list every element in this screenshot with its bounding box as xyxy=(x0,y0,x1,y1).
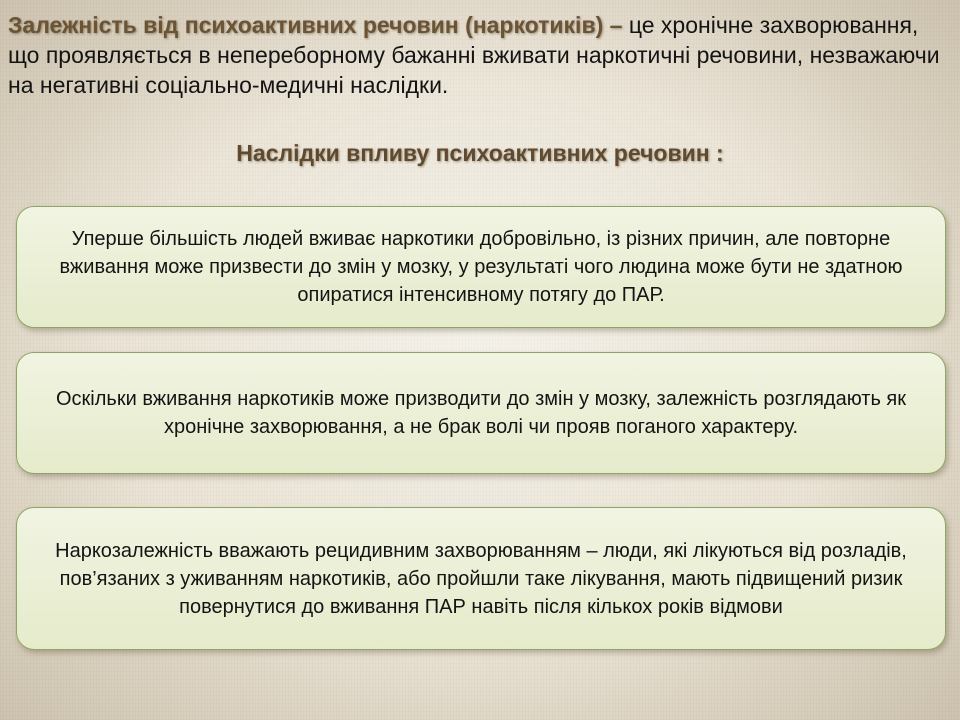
definition-text: це хронічне захворювання, що проявляється в непереборному бажанні вживати наркотичні речовини, незважаючи на негативні соціально-медичні наслідки. xyxy=(8,12,940,98)
section-subtitle: Наслідки впливу психоактивних речовин : xyxy=(236,140,724,166)
definition-paragraph xyxy=(8,10,952,100)
consequence-text-1: Уперше більшість людей вживає наркотики добровільно, із різних причин, але повторне вживання може призвести до змін у мозку, у результаті чого людина може бути не здатною опиратися інтенсивному потягу до ПАР. xyxy=(59,228,903,306)
definition-term: Залежність від психоактивних речовин (наркотиків) – xyxy=(8,12,623,38)
consequence-box-3 xyxy=(16,507,946,650)
consequence-box-2 xyxy=(16,352,946,474)
consequence-text-3: Наркозалежність вважають рецидивним захворюванням – люди, які лікуються від розладів, пов’язаних з уживанням наркотиків, або пройшли таке лікування, мають підвищений ризик повернутися до вживання ПАР навіть після кількох років відмови xyxy=(55,539,907,618)
consequence-box-1 xyxy=(16,206,946,328)
consequence-text-2: Оскільки вживання наркотиків може призводити до змін у мозку, залежність розглядають як хронічне захворювання, а не брак волі чи прояв поганого характеру. xyxy=(56,388,906,438)
